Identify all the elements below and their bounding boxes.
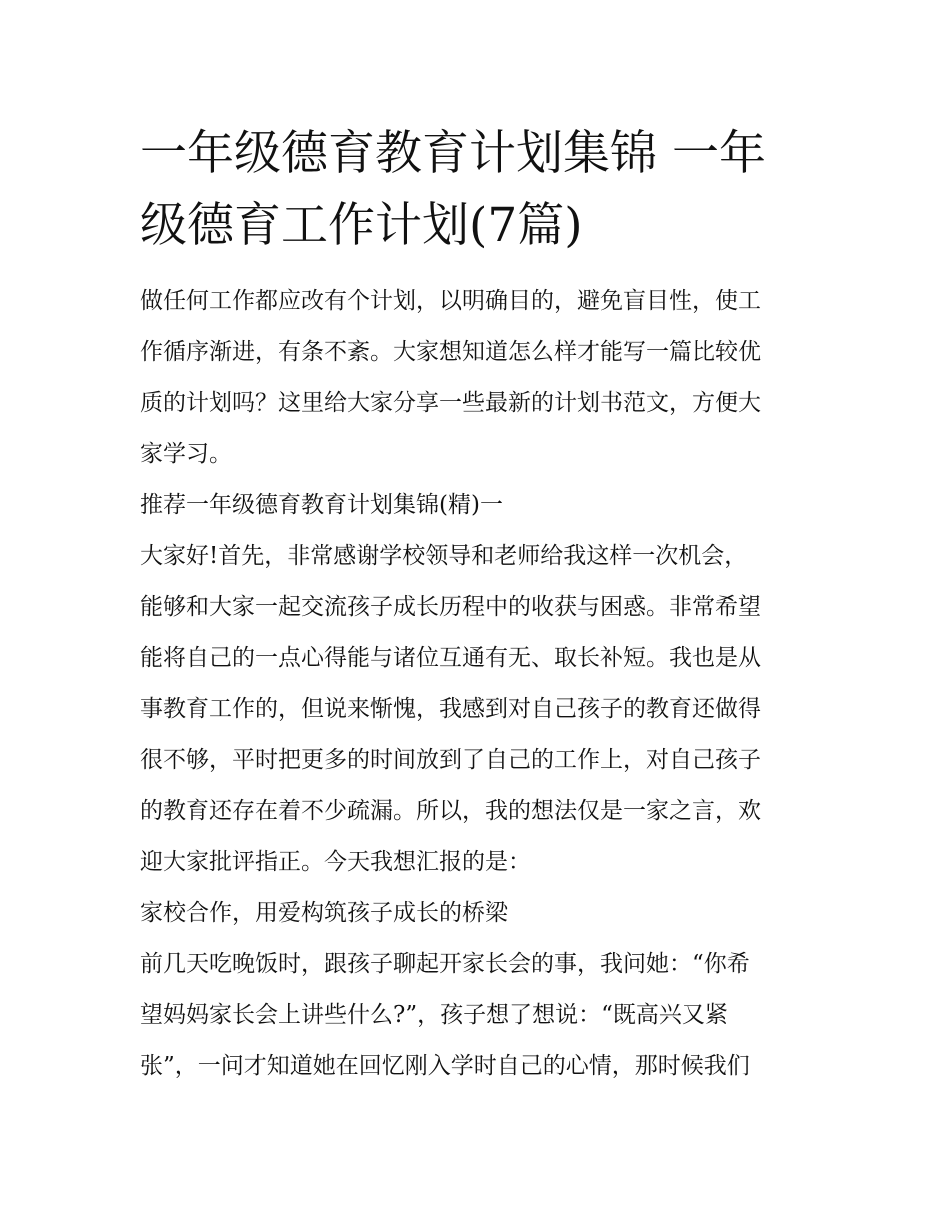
document-body <box>140 276 820 1092</box>
body-line-14: 前几天吃晚饭时，跟孩子聊起开家长会的事，我问她：“你希 <box>140 951 750 977</box>
section-heading: 推荐一年级德育教育计划集锦(精)一 <box>140 492 503 518</box>
body-line-3: 质的计划吗？这里给大家分享一些最新的计划书范文，方便大 <box>140 390 761 416</box>
body-line-7: 能够和大家一起交流孩子成长历程中的收获与困惑。非常希望 <box>140 594 761 620</box>
body-line-9: 事教育工作的，但说来惭愧，我感到对自己孩子的教育还做得 <box>140 696 761 722</box>
document-title <box>140 118 820 262</box>
body-line-15: 望妈妈家长会上讲些什么?”，孩子想了想说：“既高兴又紧 <box>140 1002 728 1028</box>
body-line-16: 张”，一问才知道她在回忆刚入学时自己的心情，那时候我们 <box>140 1053 750 1079</box>
subheading: 家校合作，用爱构筑孩子成长的桥梁 <box>140 900 508 926</box>
body-line-8: 能将自己的一点心得能与诸位互通有无、取长补短。我也是从 <box>140 645 761 671</box>
body-line-4: 家学习。 <box>140 441 232 467</box>
body-line-10: 很不够，平时把更多的时间放到了自己的工作上，对自己孩子 <box>140 747 761 773</box>
title-line-2: 级德育工作计划(7篇) <box>140 198 583 253</box>
body-line-12: 迎大家批评指正。今天我想汇报的是： <box>140 849 531 875</box>
body-line-1: 做任何工作都应改有个计划，以明确目的，避免盲目性，使工 <box>140 288 761 314</box>
body-line-2: 作循序渐进，有条不紊。大家想知道怎么样才能写一篇比较优 <box>140 339 761 365</box>
title-line-1: 一年级德育教育计划集锦 一年 <box>140 126 766 181</box>
document-content <box>140 118 820 1092</box>
body-line-11: 的教育还存在着不少疏漏。所以，我的想法仅是一家之言，欢 <box>140 798 761 824</box>
body-line-6: 大家好!首先，非常感谢学校领导和老师给我这样一次机会， <box>140 543 748 569</box>
